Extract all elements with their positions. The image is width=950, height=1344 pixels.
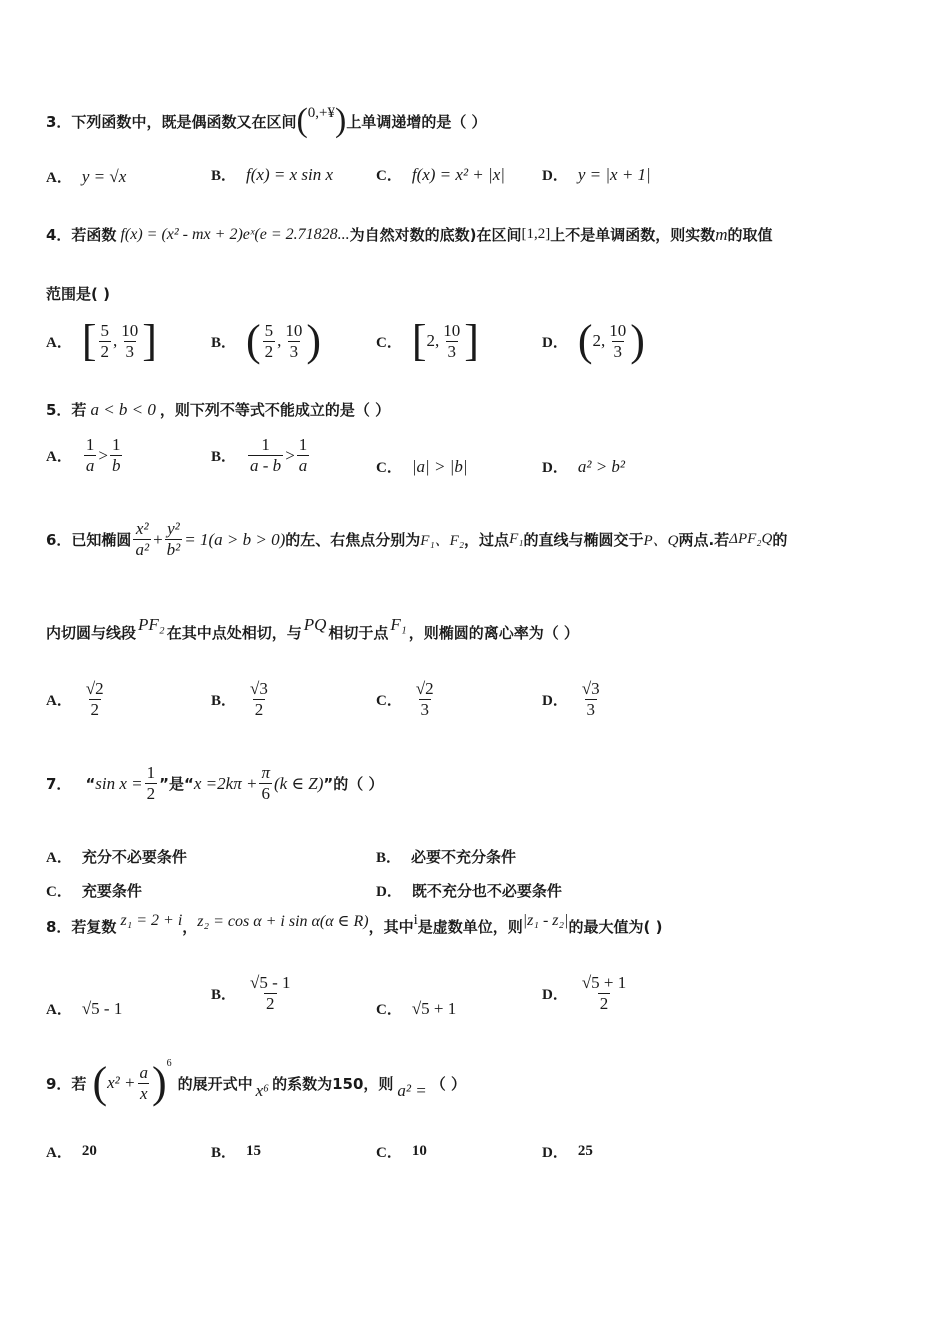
q6-tail: 的 <box>772 531 788 549</box>
q7-stem: 7． <box>46 775 72 793</box>
q6-option-a[interactable]: A． $\frac{√2}{2}$ <box>46 679 104 719</box>
q4-option-a[interactable]: A． [ $\frac{5}{2}$ , $\frac{10}{3}$ ] <box>46 316 157 365</box>
q4-option-b[interactable]: B． ( $\frac{5}{2}$ , $\frac{10}{3}$ ) <box>211 316 322 365</box>
q3-stem: 3．下列函数中，既是偶函数又在区间 <box>46 112 297 131</box>
question-4: 4．若函数 f(x) = (x² - mx + 2)eˣ(e = 2.71828... 为自然对数的底数)在区间 [ 1,2 ] 上不是单调函数，则实数 m 的取值 <box>46 224 773 244</box>
q3-option-c[interactable]: C． f(x) = x² + |x| <box>376 164 505 184</box>
q3-option-a-expr: y = √x <box>81 166 127 186</box>
q4-mid: 为自然对数的底数)在区间 <box>349 226 522 244</box>
q6-mid3: 的直线与椭圆交于 <box>523 531 644 549</box>
q4-var: m <box>715 224 728 244</box>
q9-option-d[interactable]: D． 25 <box>542 1143 593 1161</box>
q6-seg: PQ <box>303 614 327 634</box>
q8-option-c-expr: √5 + 1 <box>411 998 457 1018</box>
q9-stem: 9．若 <box>46 1074 87 1093</box>
q8-z2: z₂ = cos α + i sin α(α ∈ R) <box>197 912 369 930</box>
q3-option-c-expr: f(x) = x² + |x| <box>411 164 505 184</box>
q3-option-d-expr: y = |x + 1| <box>577 164 651 184</box>
q5-cond: a < b < 0 <box>90 399 156 419</box>
question-7: 7． “ sin x = $\frac{1}{2}$ ”是“ x =2kπ + $\frac{\pi}{6}$ (k ∈ Z) ”的（ ） <box>46 763 384 803</box>
q4-stem: 4．若函数 <box>46 226 117 244</box>
q8-i: i <box>413 912 418 928</box>
q8-mid: ，其中 <box>368 918 414 936</box>
q6-f1-again: F₁ <box>390 614 407 634</box>
q8-option-a-expr: √5 - 1 <box>81 998 123 1018</box>
q6-option-c[interactable]: C． $\frac{√2}{3}$ <box>376 679 434 719</box>
question-4-line-2 <box>46 283 110 304</box>
q6-line2a: 内切圆与线段 <box>46 624 137 642</box>
q7-mid: ”是“ <box>159 775 194 793</box>
q9-mid: 的展开式中 <box>177 1074 253 1093</box>
q6-mid4: 两点.若 <box>678 531 730 549</box>
q7-option-a[interactable]: A． 充分不必要条件 <box>46 848 187 866</box>
q7-option-c[interactable]: C． 充要条件 <box>46 882 142 900</box>
q7-tail: ”的（ ） <box>323 775 384 793</box>
q3-interval: 0,+¥ <box>307 104 335 121</box>
question-6: 6．已知椭圆 $\frac{\text{x²}}{\text{a²}}$ + $\frac{\text{y²}}{\text{b²}}$ = 1(a > b > 0) 的左、右焦点分别为 F₁、F₂ ，过点 F₁ 的直线与椭圆交于 P、Q 两点.若 ΔPF₂Q 的 <box>46 519 788 559</box>
q3-option-a[interactable]: A． y = √x <box>46 166 127 186</box>
q9-a2: a² = <box>397 1081 427 1100</box>
q8-mid2: 是虚数单位，则 <box>417 918 523 936</box>
q5-option-d[interactable]: D． a² > b² <box>542 456 626 476</box>
q5-stem: 5．若 <box>46 401 87 419</box>
q9-x6: x⁶ <box>255 1081 270 1100</box>
q9-option-b[interactable]: B． 15 <box>211 1143 262 1161</box>
q7-open-quote: “ <box>85 774 96 793</box>
q3-option-b-expr: f(x) = x sin x <box>246 164 334 184</box>
q9-option-c[interactable]: C． 10 <box>376 1143 427 1161</box>
q7-option-d[interactable]: D． 既不充分也不必要条件 <box>376 882 562 900</box>
q6-eq-rhs: = 1(a > b > 0) <box>184 529 286 549</box>
q3-tail: 上单调递增的是（ ） <box>346 112 487 131</box>
q5-option-c[interactable]: C． |a| > |b| <box>376 456 468 476</box>
q8-stem: 8．若复数 <box>46 918 117 936</box>
q5-tail: ，则下列不等式不能成立的是（ ） <box>159 401 391 419</box>
q4-interval: 1,2 <box>526 226 546 242</box>
q6-option-b[interactable]: B． $\frac{√3}{2}$ <box>211 679 268 719</box>
question-6-line-2 <box>46 614 579 643</box>
q6-triangle: ΔPF₂Q <box>729 531 773 547</box>
q6-foci: F₁、F₂ <box>420 533 465 549</box>
q5-option-c-expr: |a| > |b| <box>411 456 468 476</box>
q5-option-a[interactable]: A． $\frac{1}{a}$ > $\frac{1}{b}$ <box>46 435 121 475</box>
q8-tail: 的最大值为( ) <box>568 918 663 936</box>
q4-option-d[interactable]: D． ( 2, $\frac{10}{3}$ ) <box>542 316 645 365</box>
q6-stem: 6．已知椭圆 <box>46 531 132 549</box>
q9-option-a[interactable]: A． 20 <box>46 1143 97 1161</box>
q6-pq: P、Q <box>643 533 679 549</box>
q8-option-c[interactable]: C． √5 + 1 <box>376 998 457 1018</box>
q6-line2d: ，则椭圆的离心率为（ ） <box>408 624 579 642</box>
q5-option-b[interactable]: B． $\frac{1}{a - b}$ > $\frac{1}{a}$ <box>211 435 308 475</box>
q9-tail: （ ） <box>430 1074 466 1093</box>
q4-line2: 范围是( ) <box>46 285 110 303</box>
q6-option-d[interactable]: D． $\frac{√3}{3}$ <box>542 679 600 719</box>
q8-abs: |z₁ - z₂| <box>522 911 569 929</box>
q6-line2c: 相切于点 <box>328 624 389 642</box>
q7-option-b[interactable]: B． 必要不充分条件 <box>376 848 517 866</box>
q4-tail1: 上不是单调函数，则实数 <box>550 226 716 244</box>
q3-option-d[interactable]: D． y = |x + 1| <box>542 164 651 184</box>
question-5 <box>46 399 390 420</box>
q8-option-b[interactable]: B． $\frac{√5 - 1}{2}$ <box>211 973 291 1013</box>
q8-z1: z₁ = 2 + i <box>120 911 183 929</box>
q6-pf2: PF₂ <box>138 614 165 634</box>
q6-mid2: ，过点 <box>464 531 510 549</box>
q6-mid1: 的左、右焦点分别为 <box>285 531 421 549</box>
q8-comma: ， <box>182 918 198 936</box>
q6-f1: F₁ <box>509 531 524 547</box>
q4-tail2: 的取值 <box>727 226 773 244</box>
q3-option-b[interactable]: B． f(x) = x sin x <box>211 164 334 184</box>
q6-line2b: 在其中点处相切，与 <box>166 624 302 642</box>
q9-mid2: 的系数为150，则 <box>272 1074 394 1093</box>
q8-option-d[interactable]: D． $\frac{√5 + 1}{2}$ <box>542 973 627 1013</box>
q4-func: f(x) = (x² - mx + 2)eˣ(e = 2.71828... <box>120 225 350 243</box>
question-3: 3．下列函数中，既是偶函数又在区间 ( 0,+¥ ) 上单调递增的是（ ） <box>46 102 487 139</box>
q8-option-a[interactable]: A． √5 - 1 <box>46 998 123 1018</box>
question-9: 9．若 ( x² + $\frac{a}{x}$ ) 6 的展开式中 x⁶ 的系数为150，则 a² = （ ） <box>46 1057 466 1107</box>
q4-option-c[interactable]: C． [ 2, $\frac{10}{3}$ ] <box>376 316 479 365</box>
q5-option-d-expr: a² > b² <box>577 456 626 476</box>
question-8 <box>46 911 663 937</box>
